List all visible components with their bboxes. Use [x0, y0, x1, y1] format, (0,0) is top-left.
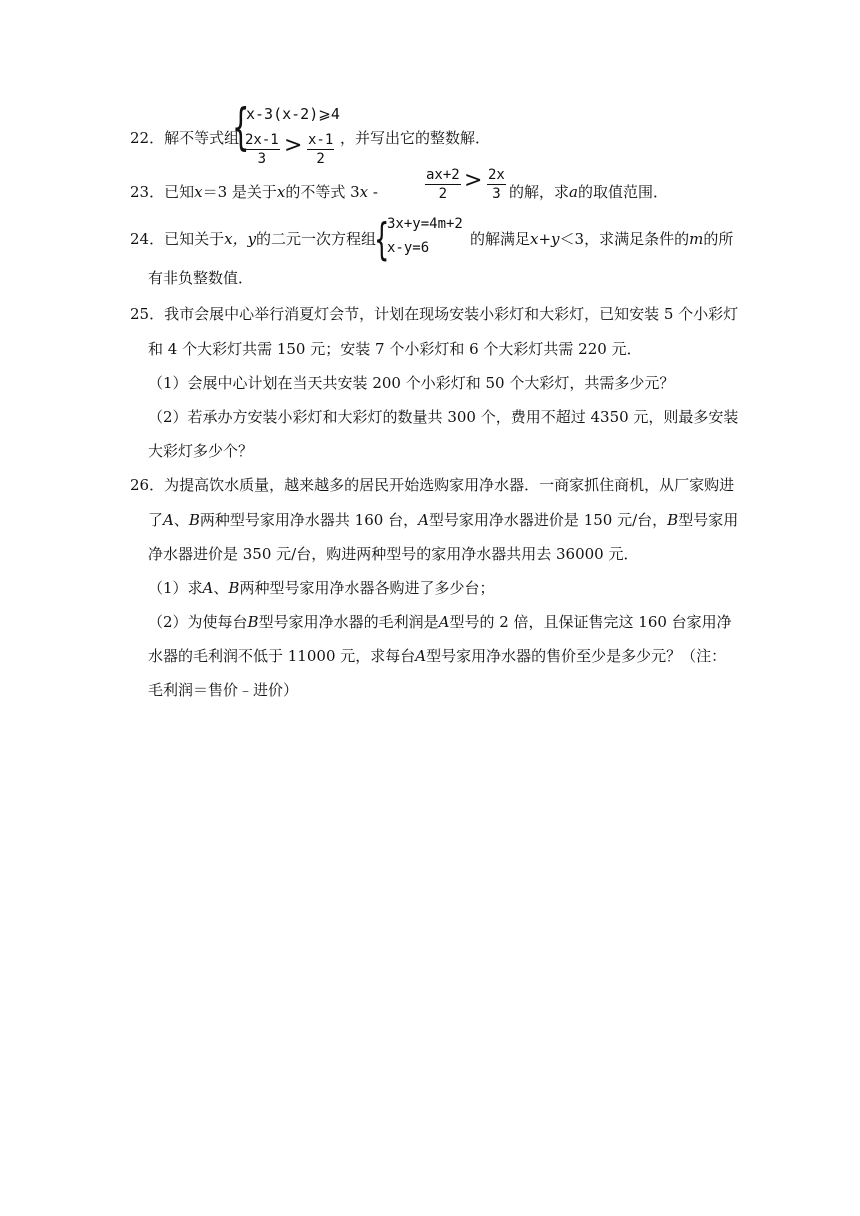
- q26-line1-text: 为提高饮水质量，越来越多的居民开始选购家用净水器．一商家抓住商机，从厂家购进: [164, 476, 735, 494]
- q22-inequality-1: x-3(x-2)⩾4: [246, 105, 340, 123]
- var-A: A: [202, 579, 214, 597]
- q23-text3: 的不等式 3: [285, 183, 360, 201]
- var-a: a: [569, 183, 578, 201]
- text: 型号家用净水器的售价至少是多少元？（注：: [426, 647, 727, 665]
- var-B: B: [247, 613, 259, 631]
- q26-sub1: [148, 577, 494, 599]
- q23-text-a: [130, 181, 378, 203]
- q25-sub1: （1）会展中心计划在当天共安装 200 个小彩灯和 50 个大彩灯，共需多少元？: [148, 374, 675, 392]
- q24-equation-2: x-y=6: [387, 240, 430, 256]
- text: 、: [213, 579, 229, 597]
- question-number: 23．: [130, 183, 165, 201]
- question-number: 22．: [130, 129, 165, 147]
- q23-text5: 的取值范围．: [577, 183, 668, 201]
- text: 两种型号家用净水器各购进了多少台；: [239, 579, 495, 597]
- fraction-numerator: ax+2: [426, 167, 460, 183]
- q25-line2: 和 4 个大彩灯共需 150 元；安装 7 个小彩灯和 6 个大彩灯共需 220 元．: [148, 340, 642, 358]
- var-xy: x，y: [224, 230, 257, 248]
- q26-line2: [148, 509, 738, 531]
- text: 了: [148, 511, 164, 529]
- text: 两种型号家用净水器共 160 台，: [199, 511, 419, 529]
- var-x: x: [194, 183, 203, 201]
- q23-text-b: [509, 181, 668, 203]
- q22-suffix: ，并写出它的整数解．: [340, 129, 491, 147]
- fraction-denominator: 3: [492, 186, 501, 202]
- q23-text2: ＝3 是关于: [202, 183, 277, 201]
- text: （2）为使每台: [148, 613, 248, 631]
- var-B: B: [667, 511, 679, 529]
- fraction-numerator: 2x-1: [245, 132, 279, 148]
- minus-sign: -: [368, 183, 378, 201]
- q24-condition: x+y: [530, 230, 560, 248]
- q24-text2: 的二元一次方程组: [256, 230, 377, 248]
- question-number: 24．: [130, 230, 165, 248]
- q22-fraction-right: [307, 131, 334, 168]
- fraction-numerator: 2x: [488, 167, 505, 183]
- var-A: A: [163, 511, 174, 529]
- q24-text3: 的解满足: [470, 230, 531, 248]
- q22-prefix-text: 解不等式组: [164, 129, 240, 147]
- q26-line3: 净水器进价是 350 元/台，购进两种型号的家用净水器共用去 36000 元．: [148, 545, 639, 563]
- var-x: x: [276, 183, 286, 201]
- question-number: 26．: [130, 476, 165, 494]
- fraction-denominator: 2: [438, 186, 448, 202]
- var-m: m: [689, 230, 704, 248]
- q26-sub2-line1: [148, 611, 732, 633]
- var-B: B: [188, 511, 200, 529]
- text: 、: [173, 511, 189, 529]
- q23-fraction-left: [425, 166, 461, 203]
- var-A: A: [418, 511, 429, 529]
- left-brace: {: [232, 98, 250, 156]
- question-number: 25．: [130, 305, 165, 323]
- q22-fraction-left: [244, 131, 280, 168]
- var-x: x: [359, 183, 369, 201]
- q23-text4: 的解，求: [509, 183, 570, 201]
- text: 型号家用净水器的毛利润是: [258, 613, 439, 631]
- text: 型号的 2 倍，且保证售完这 160 台家用净: [449, 613, 732, 631]
- q22-greater-sign: >: [284, 133, 303, 158]
- left-brace: {: [374, 214, 390, 265]
- q24-equation-1: 3x+y=4m+2: [387, 216, 463, 232]
- q24-text4: ＜3，求满足条件的: [559, 230, 690, 248]
- text: 水器的毛利润不低于 11000 元，求每台: [148, 647, 416, 665]
- fraction-numerator: x-1: [308, 132, 334, 148]
- q25-sub2-line1: （2）若承办方安装小彩灯和大彩灯的数量共 300 个，费用不超过 4350 元，则最多安装: [148, 408, 739, 426]
- q26-sub2-line3: 毛利润＝售价﹣进价）: [148, 681, 299, 699]
- q26-line1: [130, 474, 734, 496]
- q25-sub2-line2: 大彩灯多少个？: [148, 442, 254, 460]
- q26-sub2-line2: [148, 645, 726, 667]
- text: 型号家用净水器进价是 150 元/台，: [428, 511, 668, 529]
- text: （1）求: [148, 579, 203, 597]
- var-B: B: [228, 579, 240, 597]
- q24-text1: 已知关于: [164, 230, 225, 248]
- q22-prefix: [130, 127, 239, 149]
- var-A: A: [438, 613, 450, 631]
- q25-line1: [130, 303, 738, 325]
- q23-text1: 已知: [164, 183, 195, 201]
- q24-text-line2: 有非负整数值．: [148, 269, 254, 287]
- q25-line1-text: 我市会展中心举行消夏灯会节，计划在现场安装小彩灯和大彩灯，已知安装 5 个小彩灯: [164, 305, 739, 323]
- q24-text5: 的所: [703, 230, 734, 248]
- q24-text-b: [470, 228, 733, 250]
- fraction-denominator: 3: [257, 151, 267, 167]
- var-A: A: [415, 647, 427, 665]
- text: 型号家用: [678, 511, 739, 529]
- q24-text-a: [130, 228, 376, 250]
- q23-fraction-right: [487, 166, 506, 203]
- q23-greater-sign: >: [464, 168, 483, 193]
- fraction-denominator: 2: [316, 151, 325, 167]
